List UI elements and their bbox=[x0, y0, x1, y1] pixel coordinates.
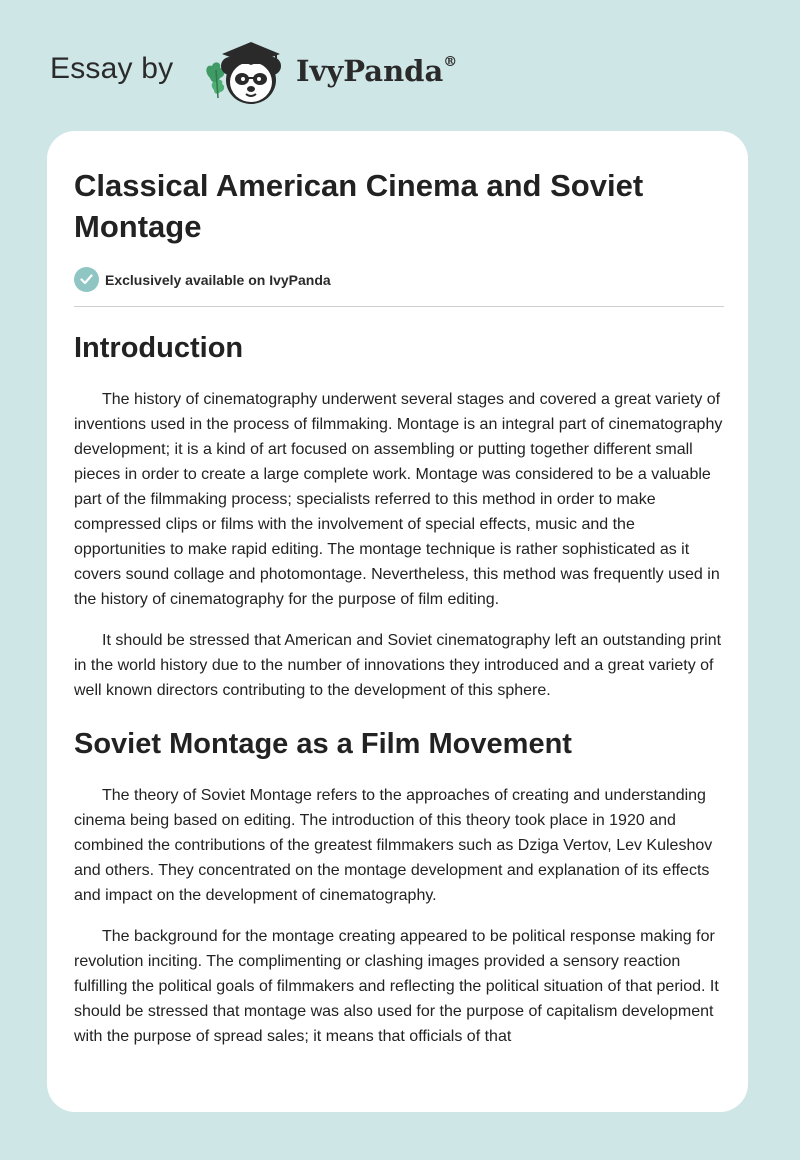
paragraph: The theory of Soviet Montage refers to the approaches of creating and understanding cinema being based on editing. The introduction of this theory took place in 1920 and combined the contributions of the greatest filmmakers such as Dziga Vertov, Lev Kuleshov and others. They concentrated on the montage development and explanation of its effects and impact on the development of cinematography. bbox=[74, 787, 713, 904]
title-divider bbox=[74, 306, 724, 307]
essay-title: Classical American Cinema and Soviet Montage bbox=[74, 168, 644, 244]
paragraph: The history of cinematography underwent several stages and covered a great variety of inventions used in the process of filmmaking. Montage is an integral part of cinematography development; it is a kind of art focused on assembling or putting together different small pieces in order to create a large complete work. Montage was considered to be a valuable part of the filmmaking process; specialists referred to this method in order to make compressed clips or films with the involvement of special effects, music and the opportunities to make rapid editing. The montage technique is rather sophisticated as it covers sound collage and photomontage. Nevertheless, this method was frequently used in the history of cinematography for the purpose of film editing. bbox=[74, 391, 723, 608]
ivypanda-logo-icon[interactable] bbox=[200, 32, 300, 110]
essay-by-label: Essay by bbox=[50, 52, 174, 85]
essay-content bbox=[74, 165, 724, 1065]
registered-mark: ® bbox=[443, 54, 458, 71]
section-heading-introduction: Introduction bbox=[74, 332, 244, 364]
site-header bbox=[0, 0, 800, 130]
essay-card bbox=[47, 131, 748, 1112]
brand-name[interactable]: IvyPanda® bbox=[296, 54, 458, 88]
exclusive-badge bbox=[74, 267, 724, 292]
paragraph: It should be stressed that American and Soviet cinematography left an outstanding print in the world history due to the number of innovations they introduced and a great variety of well known directors contributing to the development of this sphere. bbox=[74, 632, 722, 699]
paragraph: The background for the montage creating appeared to be political response making for revolution inciting. The complimenting or clashing images provided a sensory reaction fulfilling the political goals of filmmakers and reflecting the political situation of that period. It should be stressed that montage was also used for the purpose of capitalism development with the purpose of spread sales; it means that officials of that bbox=[74, 928, 719, 1045]
exclusive-label: Exclusively available on IvyPanda bbox=[105, 271, 331, 288]
section-heading-soviet-montage: Soviet Montage as a Film Movement bbox=[74, 728, 572, 760]
check-icon bbox=[74, 267, 99, 292]
